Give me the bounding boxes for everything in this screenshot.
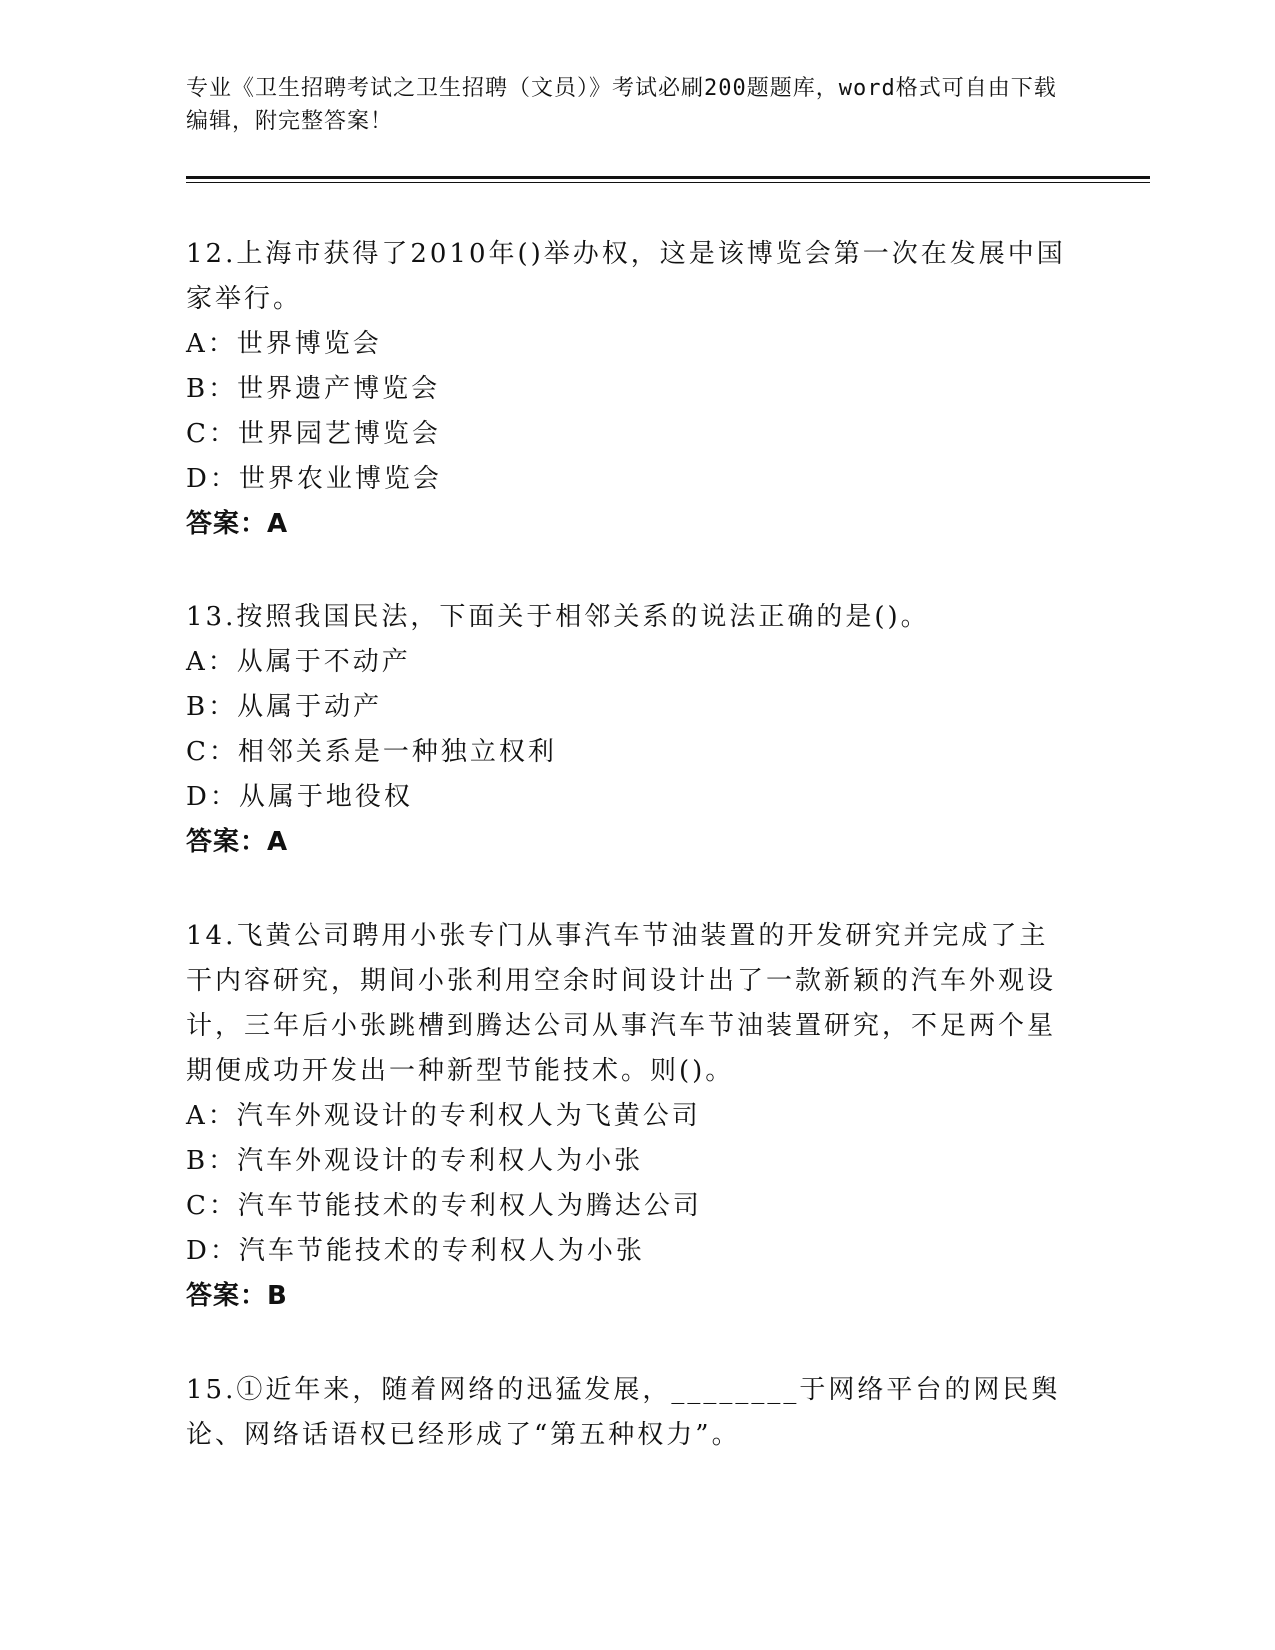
option-d: D：汽车节能技术的专利权人为小张 — [186, 1236, 645, 1266]
question-14 — [186, 914, 1066, 1319]
option-b: B：从属于动产 — [186, 692, 383, 722]
option-d: D：世界农业博览会 — [186, 464, 442, 494]
option-d: D：从属于地役权 — [186, 782, 413, 812]
question-13 — [186, 595, 1066, 865]
header-divider-thin — [186, 182, 1150, 183]
option-b: B：世界遗产博览会 — [186, 374, 441, 404]
option-a: A：世界博览会 — [186, 329, 382, 359]
question-12 — [186, 232, 1066, 547]
header-divider-thick — [186, 176, 1150, 179]
option-c: C：汽车节能技术的专利权人为腾达公司 — [186, 1191, 702, 1221]
question-stem: 12.上海市获得了2010年()举办权，这是该博览会第一次在发展中国家举行。 — [186, 239, 1066, 314]
question-stem: 14.飞黄公司聘用小张专门从事汽车节油装置的开发研究并完成了主干内容研究，期间小张利用空余时间设计出了一款新颖的汽车外观设计，三年后小张跳槽到腾达公司从事汽车节油装置研究，不足两个星期便成功开发出一种新型节能技术。则()。 — [186, 921, 1057, 1086]
answer: 答案：B — [186, 1281, 288, 1311]
option-b: B：汽车外观设计的专利权人为小张 — [186, 1146, 644, 1176]
option-a: A：汽车外观设计的专利权人为飞黄公司 — [186, 1101, 701, 1131]
option-a: A：从属于不动产 — [186, 647, 411, 677]
question-stem: 13.按照我国民法，下面关于相邻关系的说法正确的是()。 — [186, 602, 930, 632]
option-c: C：相邻关系是一种独立权利 — [186, 737, 557, 767]
option-c: C：世界园艺博览会 — [186, 419, 441, 449]
document-header: 专业《卫生招聘考试之卫生招聘（文员）》考试必刷200题题库，word格式可自由下载编辑，附完整答案！ — [186, 76, 1057, 134]
answer: 答案：A — [186, 827, 289, 857]
question-15 — [186, 1368, 1066, 1458]
answer: 答案：A — [186, 509, 289, 539]
question-stem: 15.①近年来，随着网络的迅猛发展，________于网络平台的网民舆论、网络话语权已经形成了“第五种权力”。 — [186, 1375, 1061, 1450]
